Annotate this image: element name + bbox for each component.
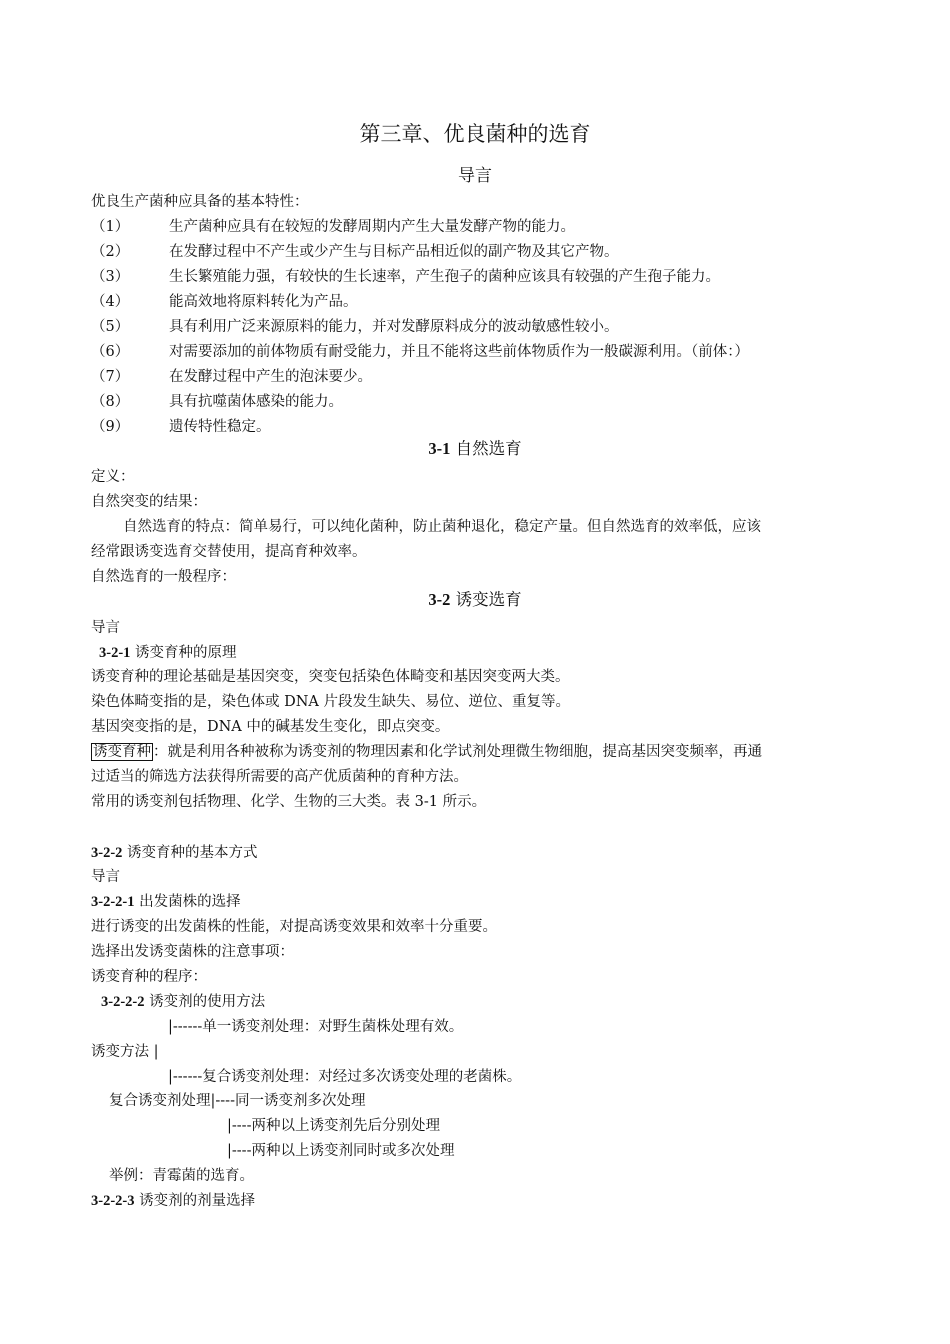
feature-item <box>91 392 871 412</box>
feature-text: 具有抗噬菌体感染的能力。 <box>169 394 343 410</box>
section-number: 3-1 <box>428 439 451 458</box>
subsection-3-2-2-2 <box>101 992 881 1012</box>
natural-features-line-2: 经常跟诱变选育交替使用，提高育种效率。 <box>91 544 367 560</box>
complex-treatment-line-1: 复合诱变剂处理|----同一诱变剂多次处理 <box>109 1093 366 1109</box>
method-complex-line: |------复合诱变剂处理：对经过多次诱变处理的老菌株。 <box>168 1069 522 1085</box>
natural-procedure-line: 自然选育的一般程序： <box>91 569 236 585</box>
subsection-number: 3-2-2-2 <box>101 994 145 1010</box>
subsection-title: 诱变育种的基本方式 <box>127 845 258 861</box>
gene-mutation-line: 基因突变指的是，DNA 中的碱基发生变化，即点突变。 <box>91 719 450 735</box>
example-line: 举例：青霉菌的选育。 <box>109 1168 254 1184</box>
section-title: 自然选育 <box>455 439 522 458</box>
feature-text: 具有利用广泛来源原料的能力，并对发酵原料成分的波动敏感性较小。 <box>169 319 619 335</box>
section-heading-3-2 <box>0 589 950 611</box>
complex-treatment-line-3: |----两种以上诱变剂同时或多次处理 <box>227 1143 455 1159</box>
feature-number: （5） <box>91 319 130 335</box>
feature-number: （6） <box>91 344 130 360</box>
chapter-title: 第三章、优良菌种的选育 <box>359 122 591 146</box>
subsection-number: 3-2-2-3 <box>91 1193 135 1209</box>
intro-heading: 导言 <box>458 166 492 186</box>
feature-number: （4） <box>91 294 130 310</box>
subsection-title: 诱变剂的剂量选择 <box>139 1193 256 1209</box>
feature-number: （8） <box>91 394 130 410</box>
method-single-line: |------单一诱变剂处理：对野生菌株处理有效。 <box>168 1019 464 1035</box>
breeding-procedure-line: 诱变育种的程序： <box>91 969 207 985</box>
subsection-3-2-2-3 <box>91 1191 871 1211</box>
subsection-title: 诱变剂的使用方法 <box>149 994 266 1010</box>
feature-item <box>91 317 871 337</box>
subsection-3-2-2-1 <box>91 892 871 912</box>
feature-text: 生产菌种应具有在较短的发酵周期内产生大量发酵产物的能力。 <box>169 219 575 235</box>
breeding-definition-line-2: 过适当的筛选方法获得所需要的高产优质菌种的育种方法。 <box>91 769 468 785</box>
theory-basis-line: 诱变育种的理论基础是基因突变，突变包括染色体畸变和基因突变两大类。 <box>91 669 570 685</box>
feature-text: 在发酵过程中不产生或少产生与目标产品相近似的副产物及其它产物。 <box>169 244 619 260</box>
natural-features-line-1: 自然选育的特点：简单易行，可以纯化菌种，防止菌种退化，稳定产量。但自然选育的效率低，应该 <box>123 519 761 535</box>
subsection-title: 诱变育种的原理 <box>135 645 237 661</box>
feature-number: （7） <box>91 369 130 385</box>
feature-item <box>91 342 871 362</box>
feature-item <box>91 242 871 262</box>
feature-item <box>91 367 871 387</box>
subsection-3-2-1 <box>99 643 879 663</box>
section-title: 诱变选育 <box>455 590 522 609</box>
common-mutagens-line: 常用的诱变剂包括物理、化学、生物的三大类。表 3-1 所示。 <box>91 794 487 810</box>
strain-notes-line: 选择出发诱变菌株的注意事项： <box>91 944 294 960</box>
section-number: 3-2 <box>428 590 451 609</box>
definition-line: 定义： <box>91 469 135 485</box>
feature-text: 对需要添加的前体物质有耐受能力，并且不能将这些前体物质作为一般碳源利用。（前体：） <box>169 344 749 360</box>
method-label-line: 诱变方法 | <box>91 1044 159 1060</box>
breeding-definition-text: ：就是利用各种被称为诱变剂的物理因素和化学试剂处理微生物细胞，提高基因突变频率，再通 <box>153 744 762 760</box>
feature-number: （2） <box>91 244 130 260</box>
feature-number: （1） <box>91 219 130 235</box>
breeding-term-box: 诱变育种 <box>93 744 151 760</box>
feature-item <box>91 292 871 312</box>
feature-text: 能高效地将原料转化为产品。 <box>169 294 358 310</box>
subsection-title: 出发菌株的选择 <box>139 894 241 910</box>
feature-number: （9） <box>91 419 130 435</box>
mutation-result-line: 自然突变的结果： <box>91 494 207 510</box>
subsection-3-2-2 <box>91 843 871 863</box>
subsection-number: 3-2-2 <box>91 845 123 861</box>
feature-number: （3） <box>91 269 130 285</box>
intro-lead: 优良生产菌种应具备的基本特性： <box>91 194 309 210</box>
feature-item <box>91 417 871 437</box>
feature-text: 遗传特性稳定。 <box>169 419 271 435</box>
feature-item <box>91 217 871 237</box>
breeding-definition-line-1 <box>91 742 871 762</box>
complex-treatment-line-2: |----两种以上诱变剂先后分别处理 <box>227 1118 440 1134</box>
chromosome-line: 染色体畸变指的是，染色体或 DNA 片段发生缺失、易位、逆位、重复等。 <box>91 694 570 710</box>
feature-text: 在发酵过程中产生的泡沫要少。 <box>169 369 372 385</box>
subsection-number: 3-2-2-1 <box>91 894 135 910</box>
section-heading-3-1 <box>0 438 950 460</box>
strain-performance-line: 进行诱变的出发菌株的性能，对提高诱变效果和效率十分重要。 <box>91 919 497 935</box>
feature-text: 生长繁殖能力强，有较快的生长速率，产生孢子的菌种应该具有较强的产生孢子能力。 <box>169 269 720 285</box>
feature-item <box>91 267 871 287</box>
sec32-intro: 导言 <box>91 620 120 636</box>
sub322-intro: 导言 <box>91 869 120 885</box>
subsection-number: 3-2-1 <box>99 645 131 661</box>
